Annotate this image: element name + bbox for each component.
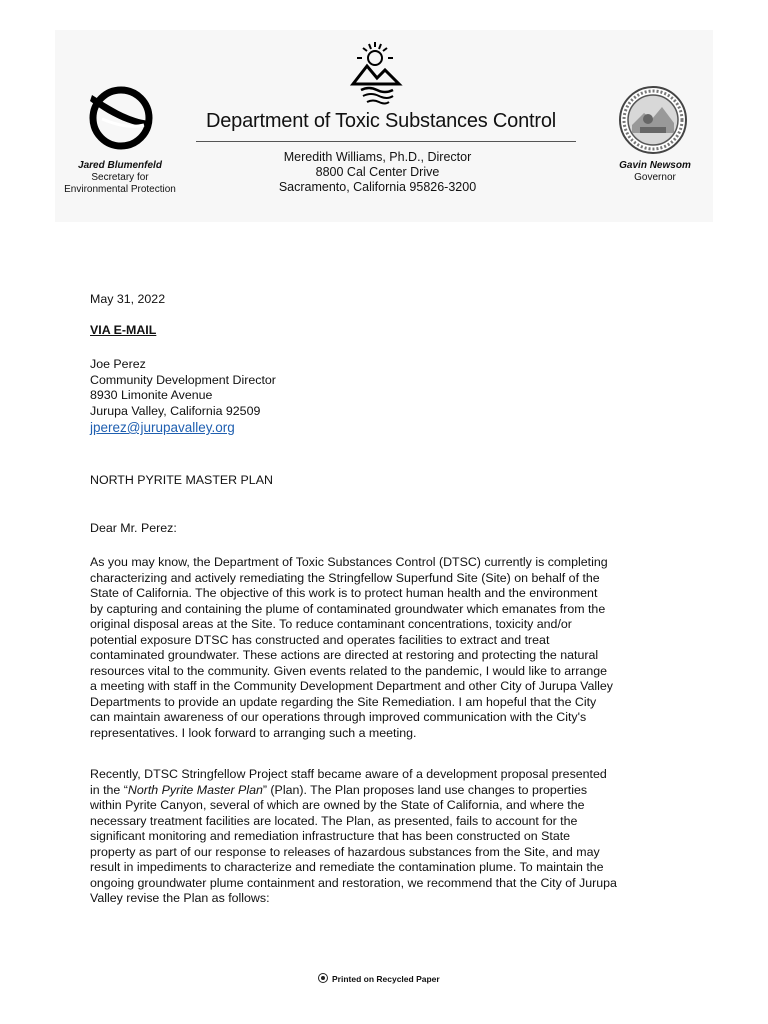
footer-text: Printed on Recycled Paper (332, 974, 440, 984)
letter-date: May 31, 2022 (90, 292, 166, 306)
paragraph-line: characterizing and actively remediating the Stringfellow Superfund Site (Site) on behalf of the (90, 570, 600, 585)
paragraph-line: contaminated groundwater. These actions are directed at restoring and protecting the natural (90, 648, 599, 662)
recycled-paper-footer (318, 972, 440, 984)
paragraph-line: resources vital to the community. Given events related to the pandemic, I would like to arrange (90, 663, 607, 678)
paragraph-line: Valley revise the Plan as follows: (90, 891, 270, 905)
secretary-title-line2: Environmental Protection (64, 184, 176, 195)
paragraph-line: within Pyrite Canyon, several of which are owned by the State of California, and where the (90, 798, 585, 812)
california-state-seal (618, 85, 688, 155)
paragraph-line: As you may know, the Department of Toxic Substances Control (DTSC) currently is completing (90, 555, 608, 569)
plan-title: North Pyrite Master Plan (127, 782, 263, 797)
recipient-city: Jurupa Valley, California 92509 (90, 403, 261, 418)
city-line: Sacramento, California 95826-3200 (278, 180, 477, 194)
paragraph-line: Recently, DTSC Stringfellow Project staff became aware of a development proposal presented (90, 767, 607, 781)
street-line: 8800 Cal Center Drive (315, 165, 440, 179)
recipient-address-block (90, 357, 276, 437)
paragraph-line: State of California. The objective of this work is to protect human health and the environment (90, 586, 598, 600)
secretary-title-line1: Secretary for (91, 172, 149, 183)
letter-subject: NORTH PYRITE MASTER PLAN (90, 473, 273, 487)
text-run: ” (Plan). The Plan proposes land use changes to properties (262, 782, 588, 797)
calepa-logo (88, 85, 154, 151)
department-title: Department of Toxic Substances Control (206, 110, 556, 132)
letter-salutation: Dear Mr. Perez: (90, 521, 177, 535)
paragraph-line: necessary treatment facilities are located. The Plan, as presented, fails to account for the (90, 813, 578, 828)
governor-name: Gavin Newsom (619, 160, 691, 171)
paragraph-line-with-plan-title (90, 783, 690, 799)
letterhead-divider (196, 141, 576, 142)
governor-signature-block (600, 160, 710, 184)
director-line: Meredith Williams, Ph.D., Director (283, 150, 472, 164)
paragraph-2 (90, 767, 690, 907)
secretary-signature-block (55, 160, 185, 196)
paragraph-line: by capturing and containing the plume of contaminated groundwater which emanates from the (90, 601, 606, 616)
department-address (270, 150, 485, 195)
paragraph-line: a meeting with staff in the Community Development Department and other City of Jurupa Valley (90, 679, 613, 693)
paragraph-line: Departments to provide an update regarding the Site Remediation. I am hopeful that the City (90, 694, 597, 709)
paragraph-line: can maintain awareness of our operations through improved communication with the City's (90, 710, 587, 724)
paragraph-line: ongoing groundwater plume containment and restoration, we recommend that the City of Jurupa (90, 875, 617, 890)
recipient-email-link[interactable]: jperez@jurupavalley.org (90, 420, 235, 435)
paragraph-1 (90, 555, 690, 741)
recipient-name: Joe Perez (90, 357, 146, 371)
paragraph-line: result in impediments to characterize and remediate the contamination plume. To maintain the (90, 860, 604, 874)
recipient-title: Community Development Director (90, 372, 276, 387)
paragraph-line: potential exposure DTSC has constructed and operates facilities to extract and treat (90, 632, 550, 647)
paragraph-line: representatives. I look forward to arranging such a meeting. (90, 725, 417, 740)
recycle-icon (318, 973, 328, 983)
paragraph-line: property as part of our response to releases of hazardous substances from the Site, and may (90, 844, 600, 859)
text-run: in the “ (90, 782, 128, 797)
governor-title: Governor (634, 172, 676, 183)
recipient-street: 8930 Limonite Avenue (90, 388, 213, 402)
delivery-method: VIA E-MAIL (90, 323, 157, 337)
dtsc-logo (345, 40, 405, 110)
secretary-name: Jared Blumenfeld (78, 160, 162, 171)
paragraph-line: original disposal areas at the Site. To reduce contaminant concentrations, toxicity and/or (90, 617, 572, 631)
paragraph-line: significant monitoring and remediation infrastructure that has been constructed on State (90, 829, 571, 843)
